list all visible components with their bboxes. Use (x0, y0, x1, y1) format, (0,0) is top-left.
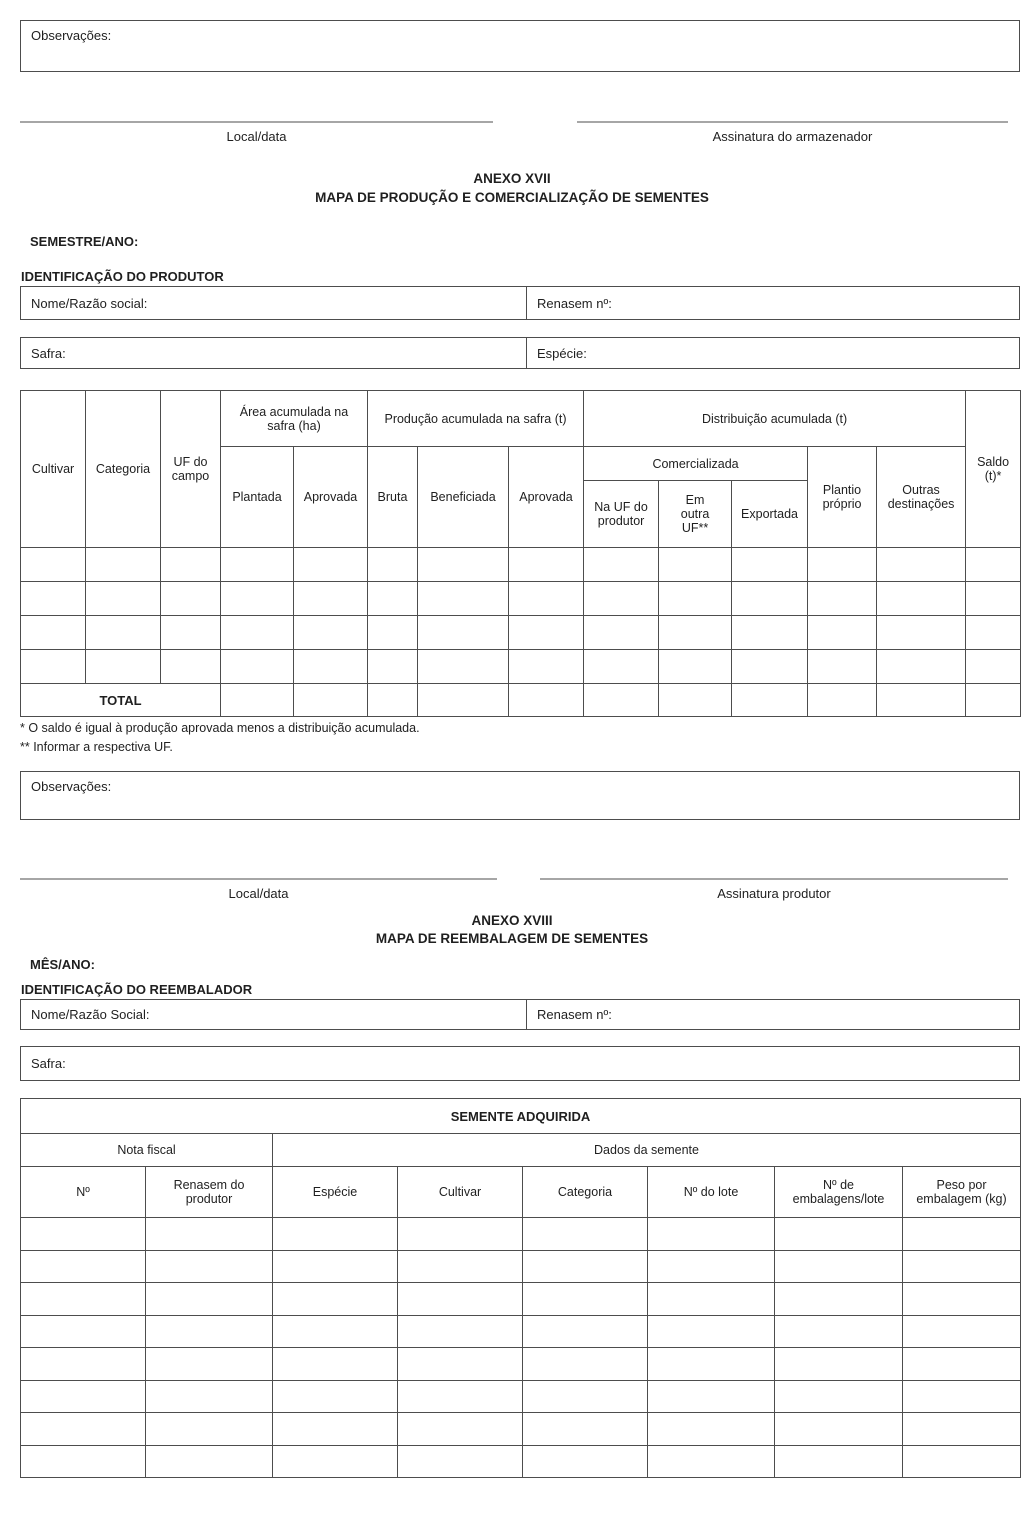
safra-field (21, 1047, 1019, 1080)
group-header-producao-acumulada: Produção acumulada na safra (t) (368, 391, 584, 447)
observations-label: Observações: (31, 779, 112, 794)
observations-box-produtor (20, 771, 1020, 820)
col-header-na-uf-produtor: Na UF do produtor (584, 481, 659, 548)
table-title-semente-adquirida: SEMENTE ADQUIRIDA (21, 1099, 1021, 1134)
anexo17-title: ANEXO XVII (473, 171, 551, 186)
table-row (21, 1380, 1021, 1413)
semestre-ano-label: SEMESTRE/ANO: (30, 234, 139, 249)
renasem-field (526, 1000, 1019, 1029)
local-data-label: Local/data (228, 886, 289, 901)
semente-adquirida-table (20, 1098, 1021, 1478)
reembalador-identification-row (20, 999, 1020, 1030)
mes-ano-label: MÊS/ANO: (30, 957, 95, 972)
table-row (21, 650, 1021, 684)
col-header-uf-campo: UF do campo (161, 391, 221, 548)
table-row (21, 1250, 1021, 1283)
table-row (21, 1413, 1021, 1446)
table-row (21, 582, 1021, 616)
safra-label: Safra: (31, 345, 66, 361)
col-header-numero-embalagens: Nº de embalagens/lote (775, 1167, 903, 1218)
table-row (21, 1315, 1021, 1348)
col-header-numero-lote: Nº do lote (648, 1167, 775, 1218)
col-header-peso-embalagem: Peso por embalagem (kg) (903, 1167, 1021, 1218)
identificacao-reembalador-heading: IDENTIFICAÇÃO DO REEMBALADOR (21, 982, 253, 997)
group-header-comercializada: Comercializada (584, 447, 808, 481)
group-header-area-acumulada: Área acumulada na safra (ha) (221, 391, 368, 447)
col-header-categoria: Categoria (523, 1167, 648, 1218)
col-header-cultivar: Cultivar (398, 1167, 523, 1218)
nome-razao-social-field (21, 1000, 526, 1029)
signature-line-armazenador (577, 121, 1008, 123)
renasem-field (526, 287, 1019, 319)
col-header-especie: Espécie (273, 1167, 398, 1218)
group-header-dados-semente: Dados da semente (273, 1134, 1021, 1167)
assinatura-armazenador-label: Assinatura do armazenador (712, 129, 873, 144)
footnote-uf: ** Informar a respectiva UF. (20, 740, 173, 754)
group-header-nota-fiscal: Nota fiscal (21, 1134, 273, 1167)
col-header-outras-destinacoes: Outras destinações (877, 447, 966, 548)
anexo17-subtitle: MAPA DE PRODUÇÃO E COMERCIALIZAÇÃO DE SEMENTES (315, 190, 709, 205)
col-header-exportada: Exportada (732, 481, 808, 548)
total-label: TOTAL (21, 684, 221, 717)
safra-especie-row (20, 337, 1020, 369)
especie-field (526, 338, 1019, 368)
renasem-label: Renasem nº: (537, 1007, 612, 1022)
produtor-identification-row (20, 286, 1020, 320)
table-row (21, 1218, 1021, 1251)
table-footnotes (20, 719, 420, 757)
table-row (21, 1348, 1021, 1381)
total-row (21, 684, 1021, 717)
group-header-distribuicao-acumulada: Distribuição acumulada (t) (584, 391, 966, 447)
table-row (21, 1283, 1021, 1316)
col-header-plantio-proprio: Plantio próprio (808, 447, 877, 548)
local-data-label: Local/data (226, 129, 287, 144)
col-header-em-outra-uf: Em outra UF** (659, 481, 732, 548)
anexo18-subtitle: MAPA DE REEMBALAGEM DE SEMENTES (375, 931, 649, 946)
safra-row (20, 1046, 1020, 1081)
col-header-renasem-produtor: Renasem do produtor (146, 1167, 273, 1218)
especie-label: Espécie: (537, 345, 587, 361)
anexo18-title: ANEXO XVIII (471, 913, 553, 928)
nome-razao-social-label: Nome/Razão Social: (31, 1007, 150, 1022)
renasem-label: Renasem nº: (537, 295, 612, 311)
nome-razao-social-field (21, 287, 526, 319)
col-header-cultivar: Cultivar (21, 391, 86, 548)
safra-field (21, 338, 526, 368)
footnote-saldo: * O saldo é igual à produção aprovada menos a distribuição acumulada. (20, 721, 420, 735)
col-header-producao-aprovada: Aprovada (509, 447, 584, 548)
assinatura-produtor-label: Assinatura produtor (717, 886, 831, 901)
table-row (21, 1445, 1021, 1478)
observations-box-armazenador (20, 20, 1020, 72)
table-row (21, 616, 1021, 650)
signature-line-produtor (540, 878, 1008, 880)
col-header-area-aprovada: Aprovada (294, 447, 368, 548)
table-row (21, 548, 1021, 582)
identificacao-produtor-heading: IDENTIFICAÇÃO DO PRODUTOR (21, 269, 224, 284)
safra-label: Safra: (31, 1056, 66, 1071)
col-header-saldo: Saldo (t)* (966, 391, 1021, 548)
observations-label: Observações: (31, 28, 112, 43)
producao-comercializacao-table (20, 390, 1021, 717)
col-header-beneficiada: Beneficiada (418, 447, 509, 548)
signature-line-local-data (20, 121, 493, 123)
col-header-plantada: Plantada (221, 447, 294, 548)
col-header-categoria: Categoria (86, 391, 161, 548)
nome-razao-social-label: Nome/Razão social: (31, 295, 148, 311)
col-header-numero: Nº (21, 1167, 146, 1218)
col-header-bruta: Bruta (368, 447, 418, 548)
signature-line-local-data (20, 878, 497, 880)
